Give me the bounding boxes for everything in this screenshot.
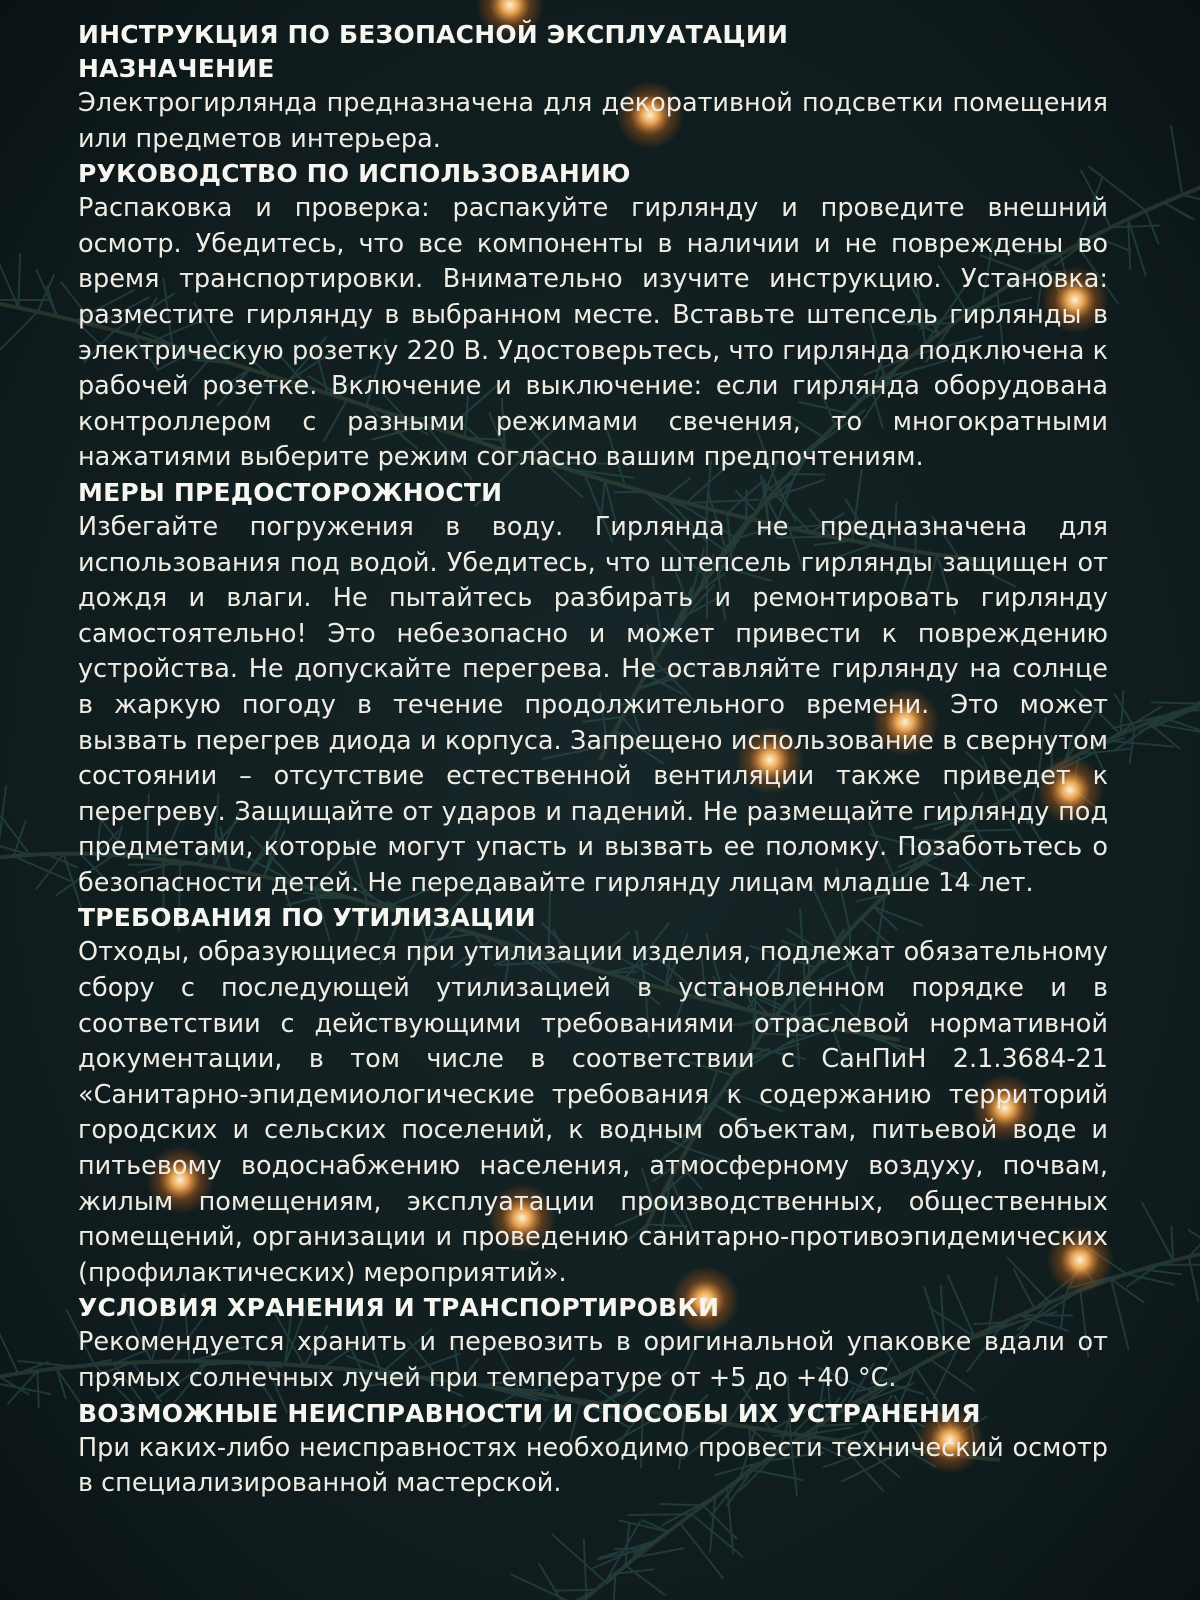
section-heading-usage: РУКОВОДСТВО ПО ИСПОЛЬЗОВАНИЮ (78, 159, 631, 189)
section-text-troubleshooting: При каких-либо неисправностях необходимо провести технический осмотр в специализированной мастерской. (78, 1432, 1108, 1499)
section-heading-purpose: НАЗНАЧЕНИЕ (78, 54, 275, 83)
section-heading-precautions: МЕРЫ ПРЕДОСТОРОЖНОСТИ (78, 477, 503, 507)
section-text-disposal: Отходы, образующиеся при утилизации изделия, подлежат обязательному сбору с последующей утилизацией в установленном порядке и в соответствии с действующими требованиями отраслевой нормативной документации, в том числе в соответствии с СанПиН 2.1.3684-21 «Санитарно-эпидемиологические требования к содержанию территорий городских и сельских поселений, к водным объектам, питьевой воде и питьевому водоснабжению населения, атмосферному воздуху, почвам, жилым помещениям, эксплуатации производственных, общественных помещений, организации и проведению санитарно-противоэпидемических (профилактических) мероприятий». (78, 937, 1108, 1288)
section-heading-storage: УСЛОВИЯ ХРАНЕНИЯ И ТРАНСПОРТИРОВКИ (78, 1293, 720, 1323)
section-heading-disposal: ТРЕБОВАНИЯ ПО УТИЛИЗАЦИИ (78, 903, 536, 933)
document-title: ИНСТРУКЦИЯ ПО БЕЗОПАСНОЙ ЭКСПЛУАТАЦИИ (78, 20, 789, 49)
section-heading-troubleshooting: ВОЗМОЖНЫЕ НЕИСПРАВНОСТИ И СПОСОБЫ ИХ УСТРАНЕНИЯ (78, 1398, 981, 1428)
section-text-precautions: Избегайте погружения в воду. Гирлянда не предназначена для использования под водой. Убедитесь, что штепсель гирлянды защищен от дождя и влаги. Не пытайтесь разбирать и ремонтировать гирлянду самостоятельно! Это небезопасно и может привести к повреждению устройства. Не допускайте перегрева. Не оставляйте гирлянду на солнце в жаркую погоду в течение продолжительного времени. Это может вызвать перегрев диода и корпуса. Запрещено использование в свернутом состоянии – отсутствие естественной вентиляции также приведет к перегреву. Защищайте от ударов и падений. Не размещайте гирлянду под предметами, которые могут упасть и вызвать ее поломку. Позаботьтесь о безопасности детей. Не передавайте гирлянду лицам младше 14 лет. (78, 511, 1108, 898)
section-text-storage: Рекомендуется хранить и перевозить в оригинальной упаковке вдали от прямых солнечных лучей при температуре от +5 до +40 °С. (78, 1327, 1108, 1393)
section-text-purpose: Электрогирлянда предназначена для декоративной подсветки помещения или предметов интерьера. (78, 88, 1108, 154)
instruction-document (78, 18, 1108, 1502)
section-text-usage: Распаковка и проверка: распакуйте гирлянду и проведите внешний осмотр. Убедитесь, что все компоненты в наличии и не повреждены во время транспортировки. Внимательно изучите инструкцию. Установка: разместите гирлянду в выбранном месте. Вставьте штепсель гирлянды в электрическую розетку 220 В. Удостоверьтесь, что гирлянда подключена к рабочей розетке. Включение и выключение: если гирлянда оборудована контроллером с разными режимами свечения, то многократными нажатиями выберите режим согласно вашим предпочтениям. (78, 193, 1108, 473)
